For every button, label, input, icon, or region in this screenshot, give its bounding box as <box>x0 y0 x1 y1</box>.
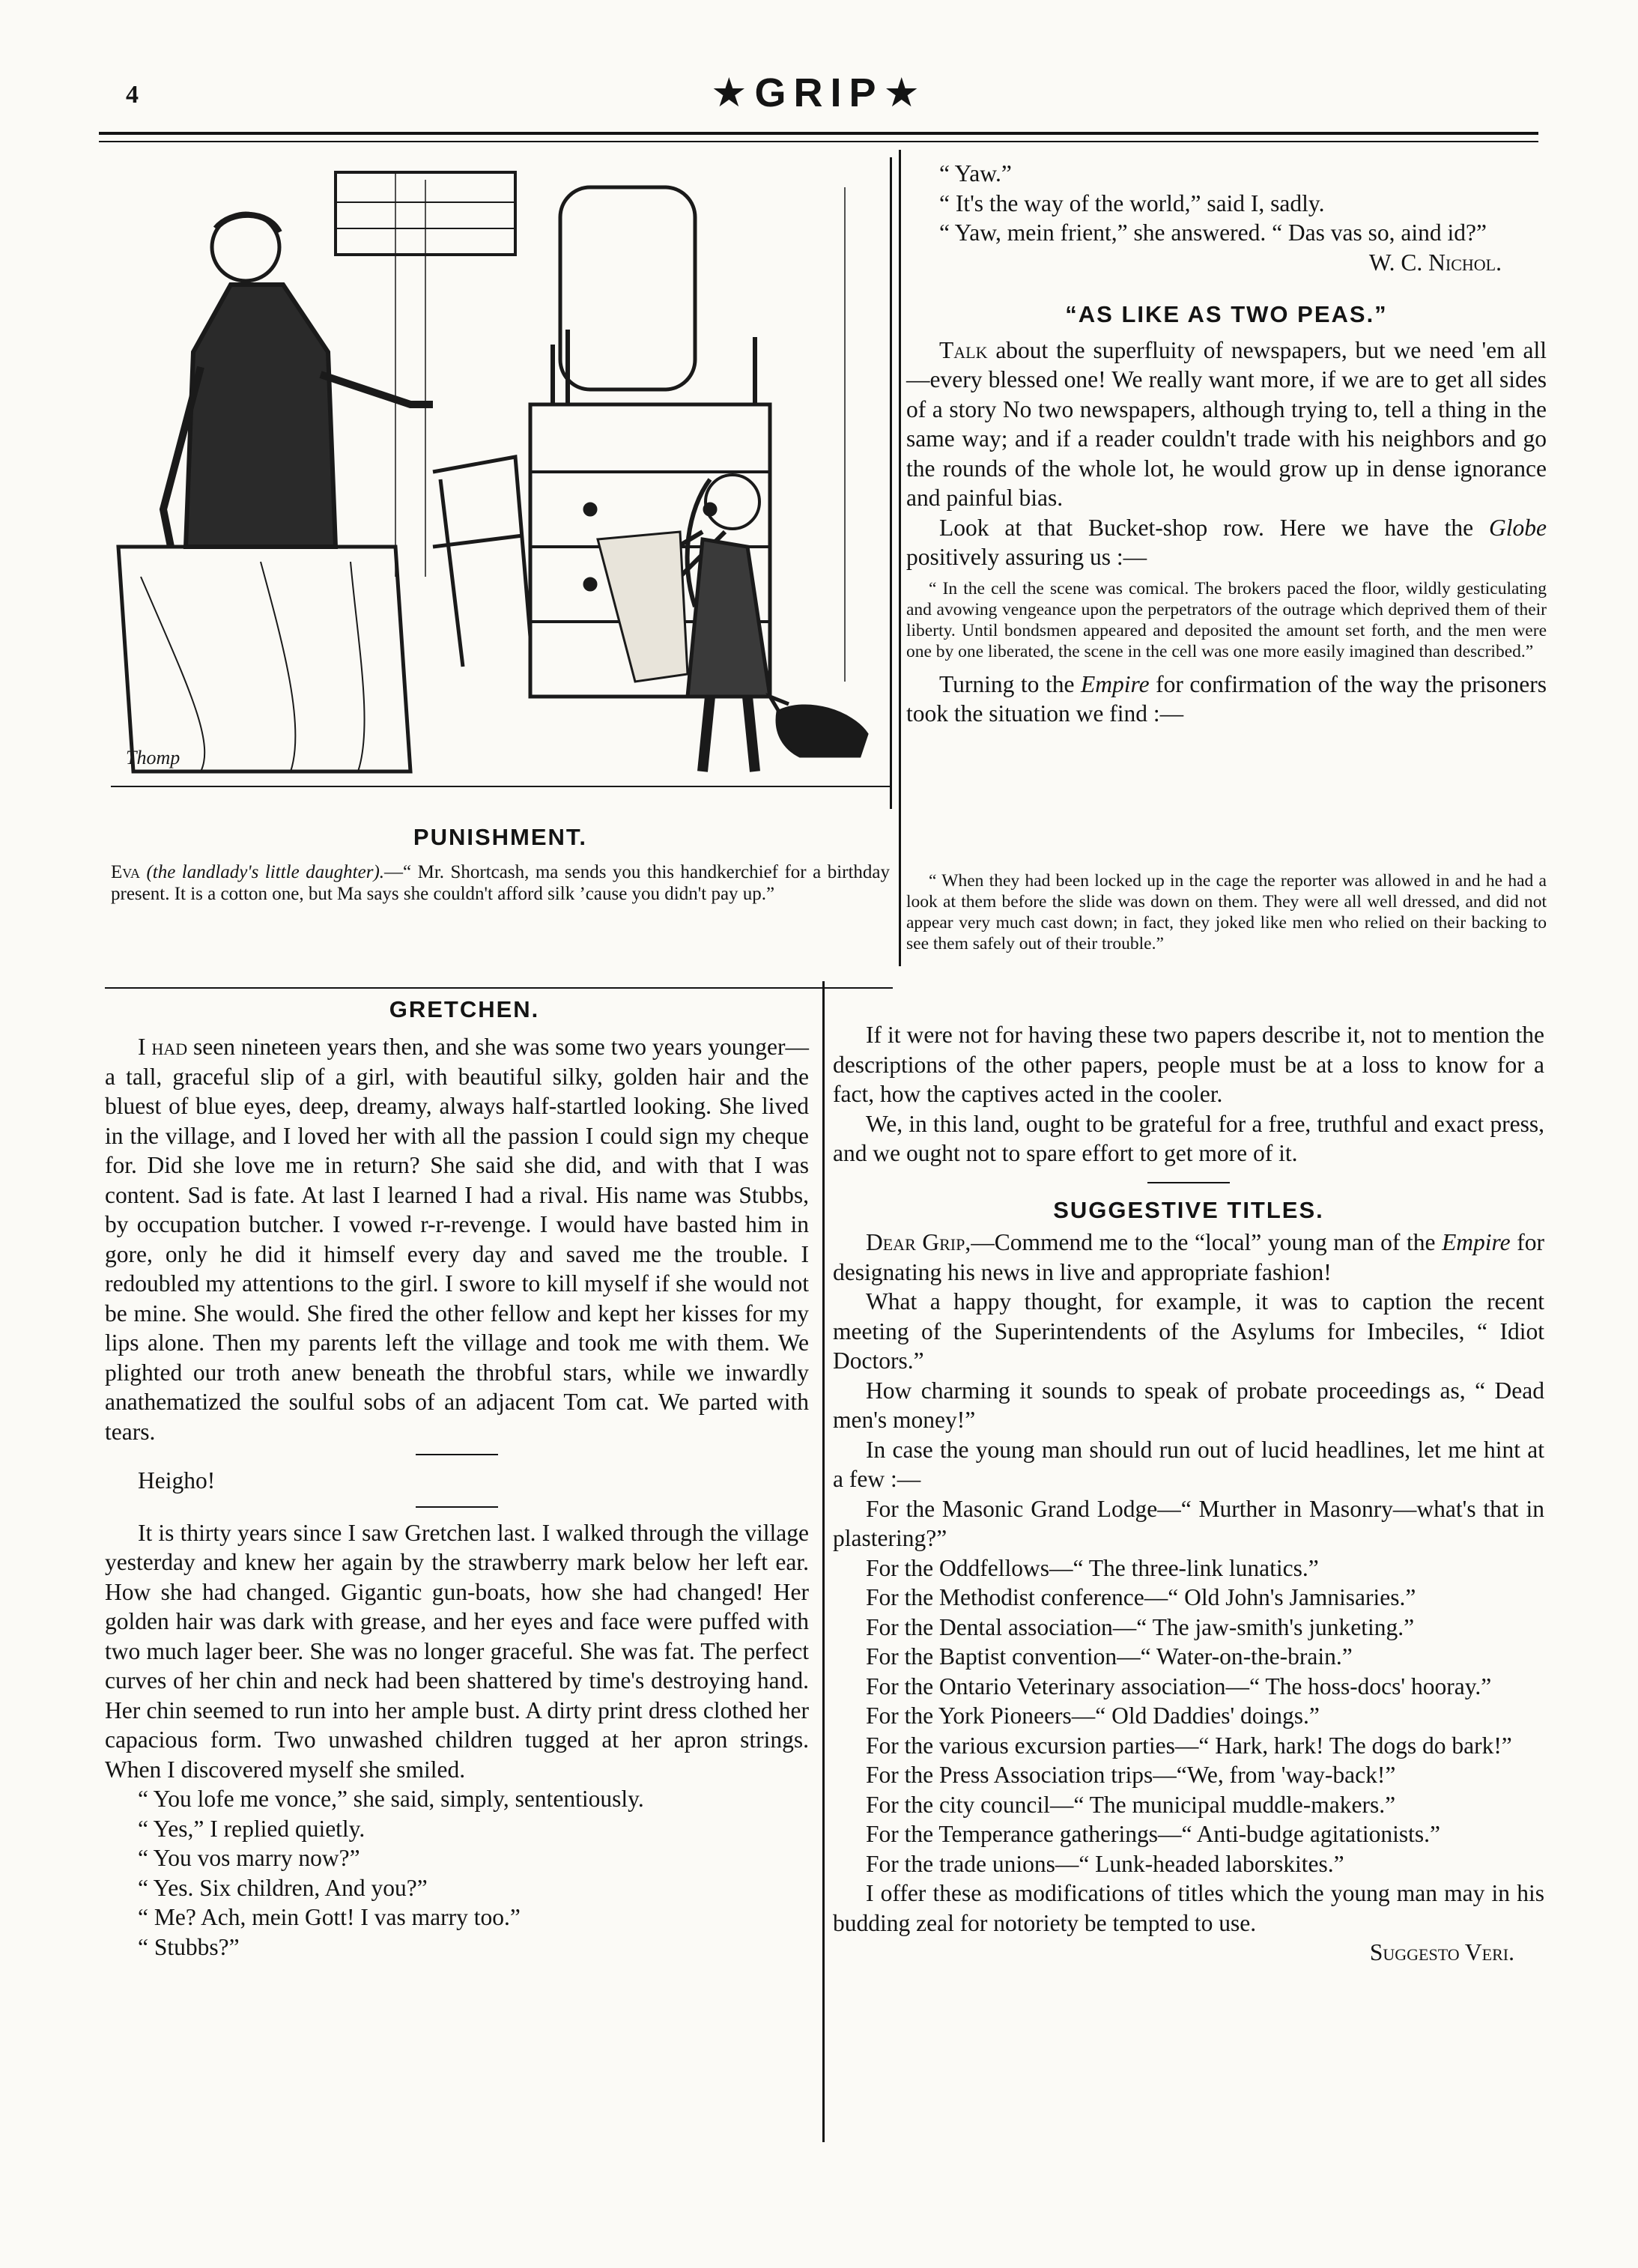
right-column-bottom <box>833 1020 1544 1968</box>
empire-quote <box>906 870 1547 954</box>
dialogue-line: “ It's the way of the world,” said I, sadly. <box>939 189 1325 216</box>
title-item: For the city council—“ The municipal muddle-makers.” <box>866 1791 1396 1818</box>
title-item: For the Press Association trips—“We, from 'way-back!” <box>866 1762 1396 1788</box>
gretchen-title: GRETCHEN. <box>389 996 540 1022</box>
page-number: 4 <box>126 81 139 109</box>
titles-paragraph-1-end: for designating his news in live and appropriate fashion! <box>833 1229 1544 1285</box>
dialogue-line: “ You lofe me vonce,” she said, simply, sententiously. <box>138 1786 644 1812</box>
globe-title: Globe <box>1489 514 1547 541</box>
peas-paragraph-1: about the superfluity of newspapers, but we need 'em all—every blessed one! We really want more, if we are to get all sides of a story No two newspapers, although trying to, tell a thing in the same way; and if a reader couldn't trade with his neighbors and go the rounds of the whole lot, he would grow up in dense ignorance and painful bias. <box>906 336 1547 511</box>
globe-quote <box>906 578 1547 662</box>
peas-title: “AS LIKE AS TWO PEAS.” <box>1065 301 1388 327</box>
title-item: For the Masonic Grand Lodge—“ Murther in Masonry—what's that in plastering?” <box>833 1495 1544 1551</box>
titles-heading: SUGGESTIVE TITLES. <box>1053 1196 1324 1223</box>
header-rule <box>99 132 1538 135</box>
section-break <box>416 1454 498 1455</box>
dialogue-line: “ Me? Ach, mein Gott! I vas marry too.” <box>138 1904 521 1930</box>
peas-paragraph-2-end: positively assuring us :— <box>906 544 1147 570</box>
punishment-illustration <box>111 157 892 809</box>
punishment-caption <box>111 861 890 905</box>
gretchen-story <box>105 1032 809 1962</box>
peas-paragraph-4: If it were not for having these two papers describe it, not to mention the descriptions of the other papers, people must be at a loss to know for a fact, how the captives acted in the cooler. <box>833 1022 1544 1107</box>
dialogue-line: “ Yaw.” <box>939 160 1012 187</box>
section-break <box>416 1506 498 1508</box>
title-item: For the Oddfellows—“ The three-link lunatics.” <box>866 1554 1319 1581</box>
title-item: For the Ontario Veterinary association—“ The hoss-docs' hooray.” <box>866 1673 1492 1700</box>
titles-paragraph-4: In case the young man should run out of lucid headlines, let me hint at a few :— <box>833 1436 1544 1492</box>
gretchen-signature: W. C. Nichol. <box>1368 249 1502 276</box>
dialogue-line: “ Stubbs?” <box>138 1933 240 1960</box>
column-divider-bottom <box>822 981 825 2142</box>
caption-speaker: Eva <box>111 862 140 882</box>
left-section-rule <box>105 987 893 989</box>
caption-text: —“ Mr. Shortcash, ma sends you this handkerchief for a birthday present. It is a cotton one, but Ma says she couldn't afford silk ’cause you didn't pay up.” <box>111 862 891 904</box>
right-column-top <box>906 159 1547 729</box>
dialogue-line: “ Yaw, mein frient,” she answered. “ Das vas so, aind id?” <box>939 219 1487 246</box>
title-item: For the trade unions—“ Lunk-headed laborskites.” <box>866 1850 1344 1877</box>
punishment-title: PUNISHMENT. <box>413 824 588 850</box>
titles-paragraph-2: What a happy thought, for example, it was to caption the recent meeting of the Superintendents of the Asylums for Imbeciles, “ Idiot Doctors.” <box>833 1288 1544 1374</box>
artist-signature: Thomp <box>126 747 181 768</box>
title-item: For the York Pioneers—“ Old Daddies' doings.” <box>866 1702 1320 1729</box>
title-item: For the Temperance gatherings—“ Anti-budge agitationists.” <box>866 1821 1441 1847</box>
cartoon-engraving <box>111 157 890 809</box>
title-item: For the Methodist conference—“ Old John's Jamnisaries.” <box>866 1584 1416 1610</box>
titles-salutation: Dear Grip, <box>866 1229 971 1255</box>
empire-title: Empire <box>1442 1229 1511 1255</box>
title-item: For the Baptist convention—“ Water-on-the-brain.” <box>866 1643 1353 1670</box>
gretchen-paragraph-2: It is thirty years since I saw Gretchen last. I walked through the village yesterday and knew her again by the strawberry mark below her left ear. How she had changed. Gigantic gun-boats, how she had changed! Her golden hair was dark with grease, and her eyes and face were puffed with two much lager beer. She was no longer graceful. She was fat. The perfect curves of her chin and neck had been shattered by time's destroying hand. Her chin seemed to run into her ample bust. A dirty print dress clothed her capacious form. Two unwashed children tugged at her apron strings. When I discovered myself she smiled. <box>105 1519 809 1783</box>
peas-paragraph-3: Turning to the <box>939 670 1082 697</box>
empire-quote-text: “ When they had been locked up in the cage the reporter was allowed in and he had a look at them before the slide was down on them. They were all well dressed, and did not appear very much cast down; in fact, they joked like men who relied on their backing to see them safely out of their trouble.” <box>906 871 1547 953</box>
title-item: For the Dental association—“ The jaw-smith's junketing.” <box>866 1613 1415 1640</box>
titles-closing: I offer these as modifications of titles which the young man may in his budding zeal for notoriety be tempted to use. <box>833 1880 1544 1936</box>
peas-lead: Talk <box>939 336 988 363</box>
titles-signature: Suggesto Veri. <box>1369 1939 1514 1965</box>
titles-paragraph-1: —Commend me to the “local” young man of the <box>971 1229 1443 1255</box>
heigho-line: Heigho! <box>138 1467 216 1494</box>
peas-paragraph-2: Look at that Bucket-shop row. Here we have the <box>939 514 1490 541</box>
empire-title: Empire <box>1081 670 1150 697</box>
header-rule-thin <box>99 141 1538 142</box>
gretchen-paragraph-1: seen nineteen years then, and she was some two years younger—a tall, graceful slip of a girl, with beautiful silky, golden hair and the bluest of blue eyes, deep, dreamy, always half-startled looking. She lived in the village, and I loved her with all the passion I could sign my cheque for. Did she love me in return? She said she did, and with that I was content. Sad is fate. At last I learned I had a rival. His name was Stubbs, by occupation butcher. I vowed r-r-revenge. I would have basted him in gore, only he did it himself every day and saved me the trouble. I redoubled my attentions to the girl. I swore to kill myself if she would not be mine. She would. She fired the other fellow and kept her kisses for my lips alone. Then my parents left the village and took me with them. We plighted our troth anew beneath the throbful stars, while we inwardly anathematized the soulful sobs of an adjacent Tom cat. We parted with tears. <box>105 1034 809 1445</box>
globe-quote-text: “ In the cell the scene was comical. The brokers paced the floor, wildly gesticulating and avowing vengeance upon the perpetrators of the outrage which deprived them of their liberty. Until bondsmen appeared and deposited the amount set forth, and the men were one by one liberated, the scene in the cell was one more easily imagined than described.” <box>906 578 1547 661</box>
dialogue-line: “ Yes,” I replied quietly. <box>138 1815 365 1842</box>
caption-speaker-note: (the landlady's little daughter). <box>146 862 385 882</box>
masthead-title: ★GRIP★ <box>711 70 927 115</box>
peas-paragraph-3-end: for confirmation of the way the prisoners took the situation we find :— <box>906 670 1547 727</box>
titles-paragraph-3: How charming it sounds to speak of probate proceedings as, “ Dead men's money!” <box>833 1377 1544 1433</box>
column-divider-top <box>899 150 901 966</box>
dialogue-line: “ Yes. Six children, And you?” <box>138 1874 428 1901</box>
section-break <box>1147 1182 1230 1183</box>
peas-paragraph-5: We, in this land, ought to be grateful for a free, truthful and exact press, and we ought not to spare effort to get more of it. <box>833 1110 1544 1166</box>
dialogue-line: “ You vos marry now?” <box>138 1845 360 1871</box>
gretchen-lead: I had <box>138 1034 188 1060</box>
title-item: For the various excursion parties—“ Hark, hark! The dogs do bark!” <box>866 1732 1512 1759</box>
